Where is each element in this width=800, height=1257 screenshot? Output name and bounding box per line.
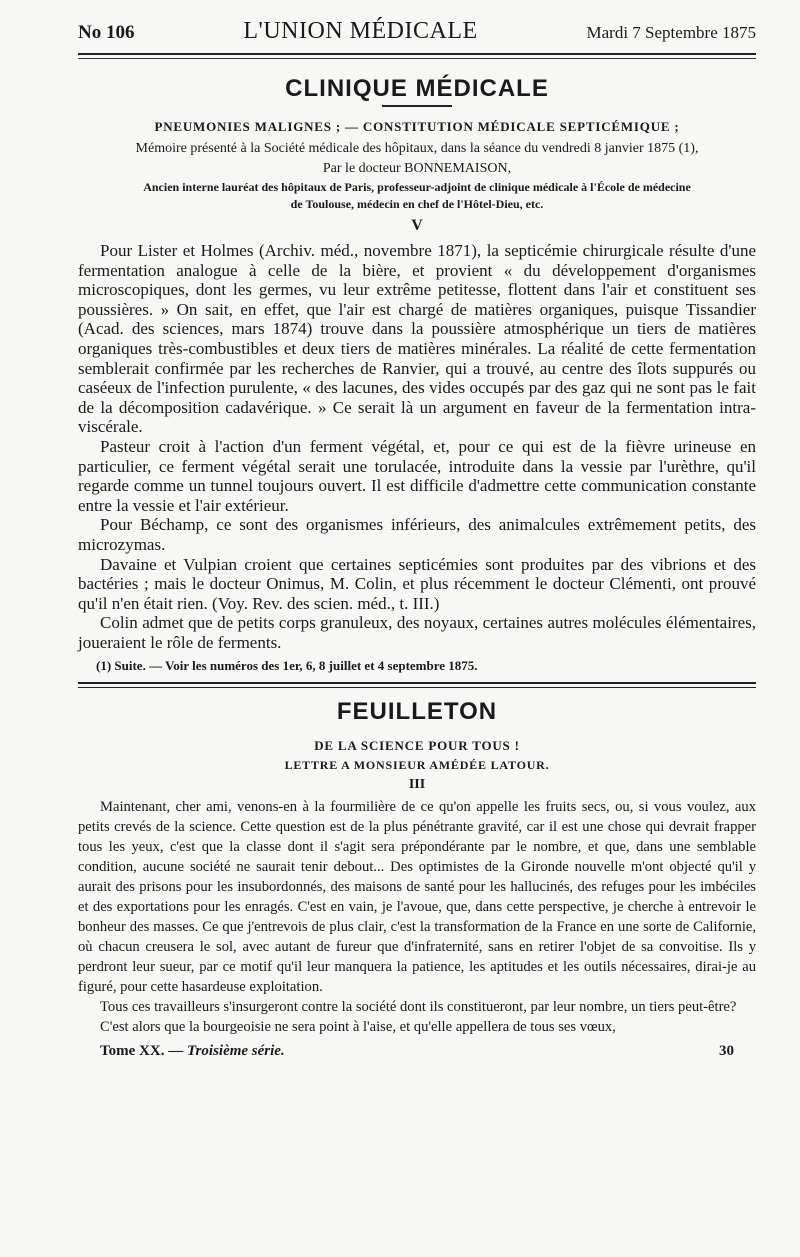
paragraph: Pour Béchamp, ce sont des organismes inférieurs, des animalcules extrêmement petits, des microzymas. bbox=[78, 515, 756, 554]
page-number: 30 bbox=[719, 1043, 734, 1060]
feuilleton-section-number: III bbox=[408, 777, 426, 793]
feuilleton-body bbox=[78, 797, 756, 1037]
issue-number: No 106 bbox=[78, 22, 135, 43]
header-rule bbox=[78, 58, 756, 59]
page-footer bbox=[78, 1043, 756, 1060]
section-number: V bbox=[411, 217, 423, 234]
paragraph: Davaine et Vulpian croient que certaines septicémies sont produites par des vibrions et des bactéries ; mais le docteur Onimus, M. Colin, et plus récemment le docteur Clémenti, ont prouvé qu'il n'en était rien. (Voy. Rev. des scien. méd., t. III.) bbox=[78, 554, 756, 613]
paragraph: Tous ces travailleurs s'insurgeront contre la société dont ils constitueront, par leur nombre, un tiers peut-être? bbox=[100, 999, 737, 1016]
paragraph: Pour Lister et Holmes (Archiv. méd., novembre 1871), la septicémie chirurgicale résulte d'une fermentation analogue à celle de la bière, et provient « du développement d'organismes microscopiques, dont les germes, vu leur extrême petitesse, flottent dans l'air et constituent ses poussières. » On sait, en effet, que l'air est chargé de matières organiques, puisque Tissandier (Acad. des sciences, mars 1874) trouve dans la poussière atmosphérique un tiers de matières organiques très-combustibles et deux tiers de matières minérales. La réalité de cette fermentation semblerait confirmée par les recherches de Ranvier, qui a trouvé, au centre des îlots suppurés ou caséeux de l'infection purulente, « des lacunes, des vides occupés par des gaz qui ne sont pas le fait de la décomposition cadavérique. » Ce serait là un argument en faveur de la fermentation intra-viscérale. bbox=[78, 241, 756, 437]
issue-date: Mardi 7 Septembre 1875 bbox=[586, 23, 756, 42]
clinique-title: CLINIQUE MÉDICALE bbox=[78, 75, 756, 107]
divider-rule bbox=[78, 682, 756, 684]
divider-rule-thin bbox=[78, 687, 756, 688]
journal-title: L'UNION MÉDICALE bbox=[243, 18, 478, 44]
paragraph: Maintenant, cher ami, venons-en à la fourmilière de ce qu'on appelle les fruits secs, ou, si vous voulez, aux petits crevés de la science. Cette question est de la plus pénétrante gravité, car il est une chose qui devrait frapper tous les yeux, c'est que la classe dont il s'agit sera prépondérante par le nombre, et que, dans une semblable condition, aucune société ne saurait tenir debout... Des optimistes de la Gironde nouvelle m'ont objecté qu'il y aurait des prisons pour les insubordonnés, des maisons de santé pour les hallucinés, des refuges pour les imbéciles et des exportations pour les enragés. C'est en vain, je l'avoue, que, dans cette perspective, je cherche à entrevoir le bonheur des masses. Ce que j'entrevois de plus clair, c'est la transformation de la France en une sorte de Californie, où chacun creusera le sol, avec autant de fureur que d'infraternité, sans en retirer l'objet de sa convoitise. Ils y perdront leur sueur, par ce motif qu'il leur manquera la patience, les aptitudes et les outils nécessaires, dirai-je au figuré, pour cette hasardeuse exploitation. bbox=[78, 799, 756, 996]
paragraph: Colin admet que de petits corps granuleux, des noyaux, certaines autres molécules élémentaires, joueraient le rôle de ferments. bbox=[78, 613, 756, 652]
page-header bbox=[78, 18, 756, 55]
clinique-subtitle: PNEUMONIES MALIGNES ; — CONSTITUTION MÉDICALE SEPTICÉMIQUE ; bbox=[154, 119, 680, 134]
feuilleton-subtitle: DE LA SCIENCE POUR TOUS ! bbox=[314, 738, 520, 754]
feuilleton-title: FEUILLETON bbox=[336, 698, 498, 726]
footnote: (1) Suite. — Voir les numéros des 1er, 6, 8 juillet et 4 septembre 1875. bbox=[96, 658, 478, 674]
author-line: Par le docteur BONNEMAISON, bbox=[322, 161, 512, 176]
memoire-line: Mémoire présenté à la Société médicale des hôpitaux, dans la séance du vendredi 8 janvier 1875 (1), bbox=[135, 141, 699, 156]
tome-label: Tome XX. — Troisième série. bbox=[100, 1043, 285, 1060]
paragraph: Pasteur croit à l'action d'un ferment végétal, et, pour ce qui est de la fièvre urineuse en particulier, ce ferment végétal serait une torulacée, introduite dans la vessie par l'urèthre, qu'il regarde comme un tunnel toujours ouvert. Il est difficile d'admettre cette communication constante entre la vessie et l'air extérieur. bbox=[78, 436, 756, 515]
paragraph: C'est alors que la bourgeoisie ne sera point à l'aise, et qu'elle appellera de tous ses vœux, bbox=[100, 1019, 616, 1036]
letter-heading: LETTRE A MONSIEUR AMÉDÉE LATOUR. bbox=[284, 758, 550, 773]
affiliation-line-2: de Toulouse, médecin en chef de l'Hôtel-Dieu, etc. bbox=[290, 197, 544, 211]
clinique-body bbox=[78, 241, 756, 652]
affiliation-line-1: Ancien interne lauréat des hôpitaux de Paris, professeur-adjoint de clinique médicale à l'École de médecine bbox=[143, 180, 691, 194]
series-label: Troisième série. bbox=[186, 1043, 285, 1060]
